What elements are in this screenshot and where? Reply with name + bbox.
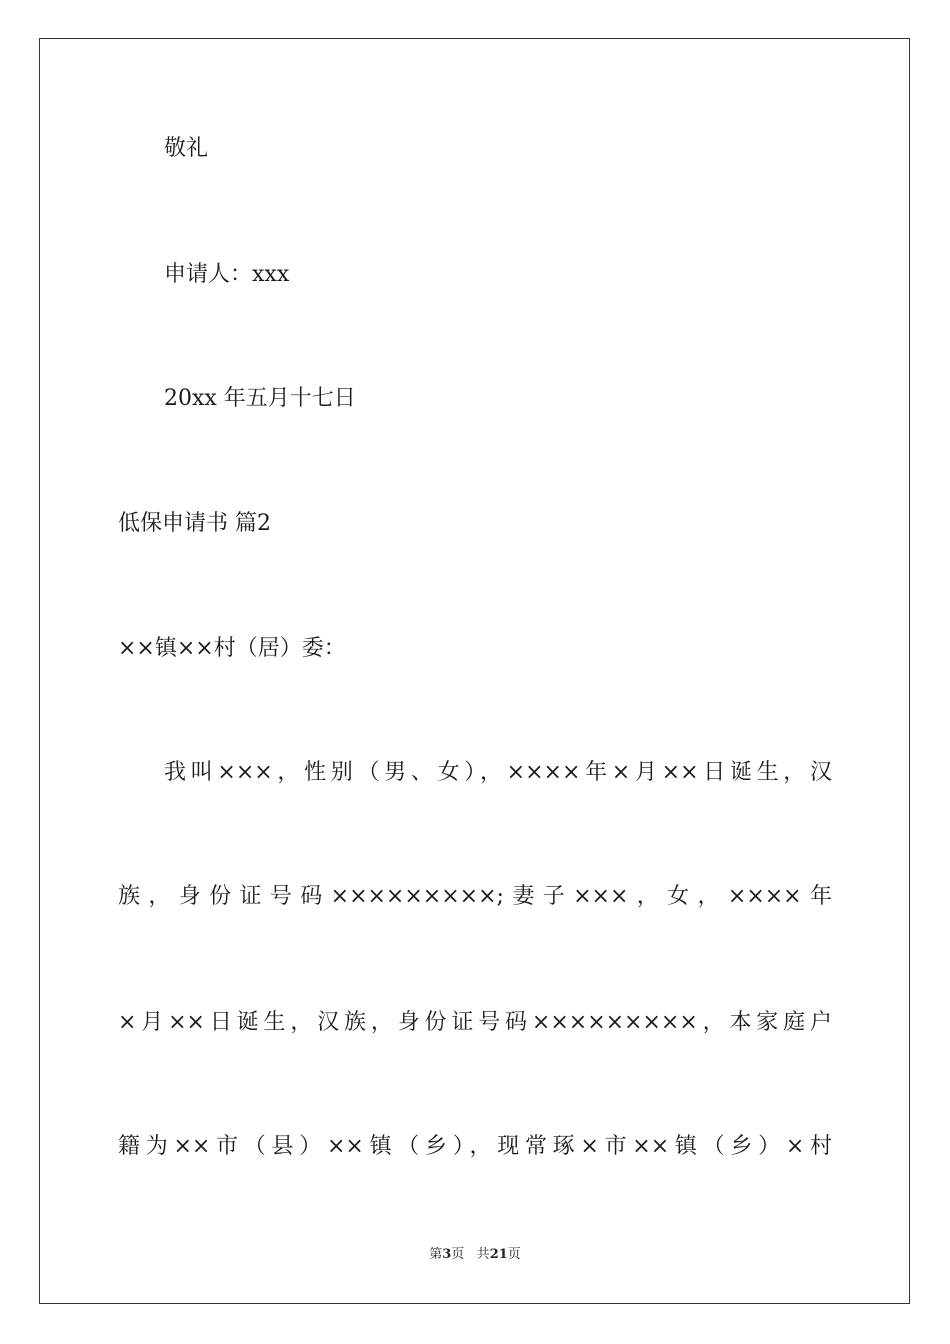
page-border: [39, 38, 910, 1304]
closing-salutation: 敬礼: [164, 136, 209, 161]
page-prefix: 第: [429, 1247, 443, 1262]
page-suffix: 页: [451, 1247, 465, 1262]
body-line-3: ×月××日诞生，汉族，身份证号码×××××××××，本家庭户: [118, 1010, 832, 1035]
total-prefix: 共: [476, 1247, 490, 1262]
total-suffix: 页: [507, 1247, 521, 1262]
page-footer: [0, 1246, 950, 1264]
date-line: 20xx 年五月十七日: [164, 386, 356, 411]
section-heading: 低保申请书 篇2: [118, 511, 271, 536]
addressee-line: ××镇××村（居）委：: [118, 636, 346, 661]
body-line-4: 籍为××市（县）××镇（乡），现常琢×市××镇（乡）×村: [118, 1134, 832, 1159]
applicant-line: 申请人：xxx: [164, 262, 290, 287]
body-line-1: 我叫×××，性别（男、女），××××年×月××日诞生，汉: [164, 760, 832, 785]
body-line-2: 族，身份证号码×××××××××;妻子×××，女，××××年: [118, 884, 832, 909]
page-number: 3: [442, 1247, 452, 1262]
total-pages: 21: [489, 1247, 508, 1262]
